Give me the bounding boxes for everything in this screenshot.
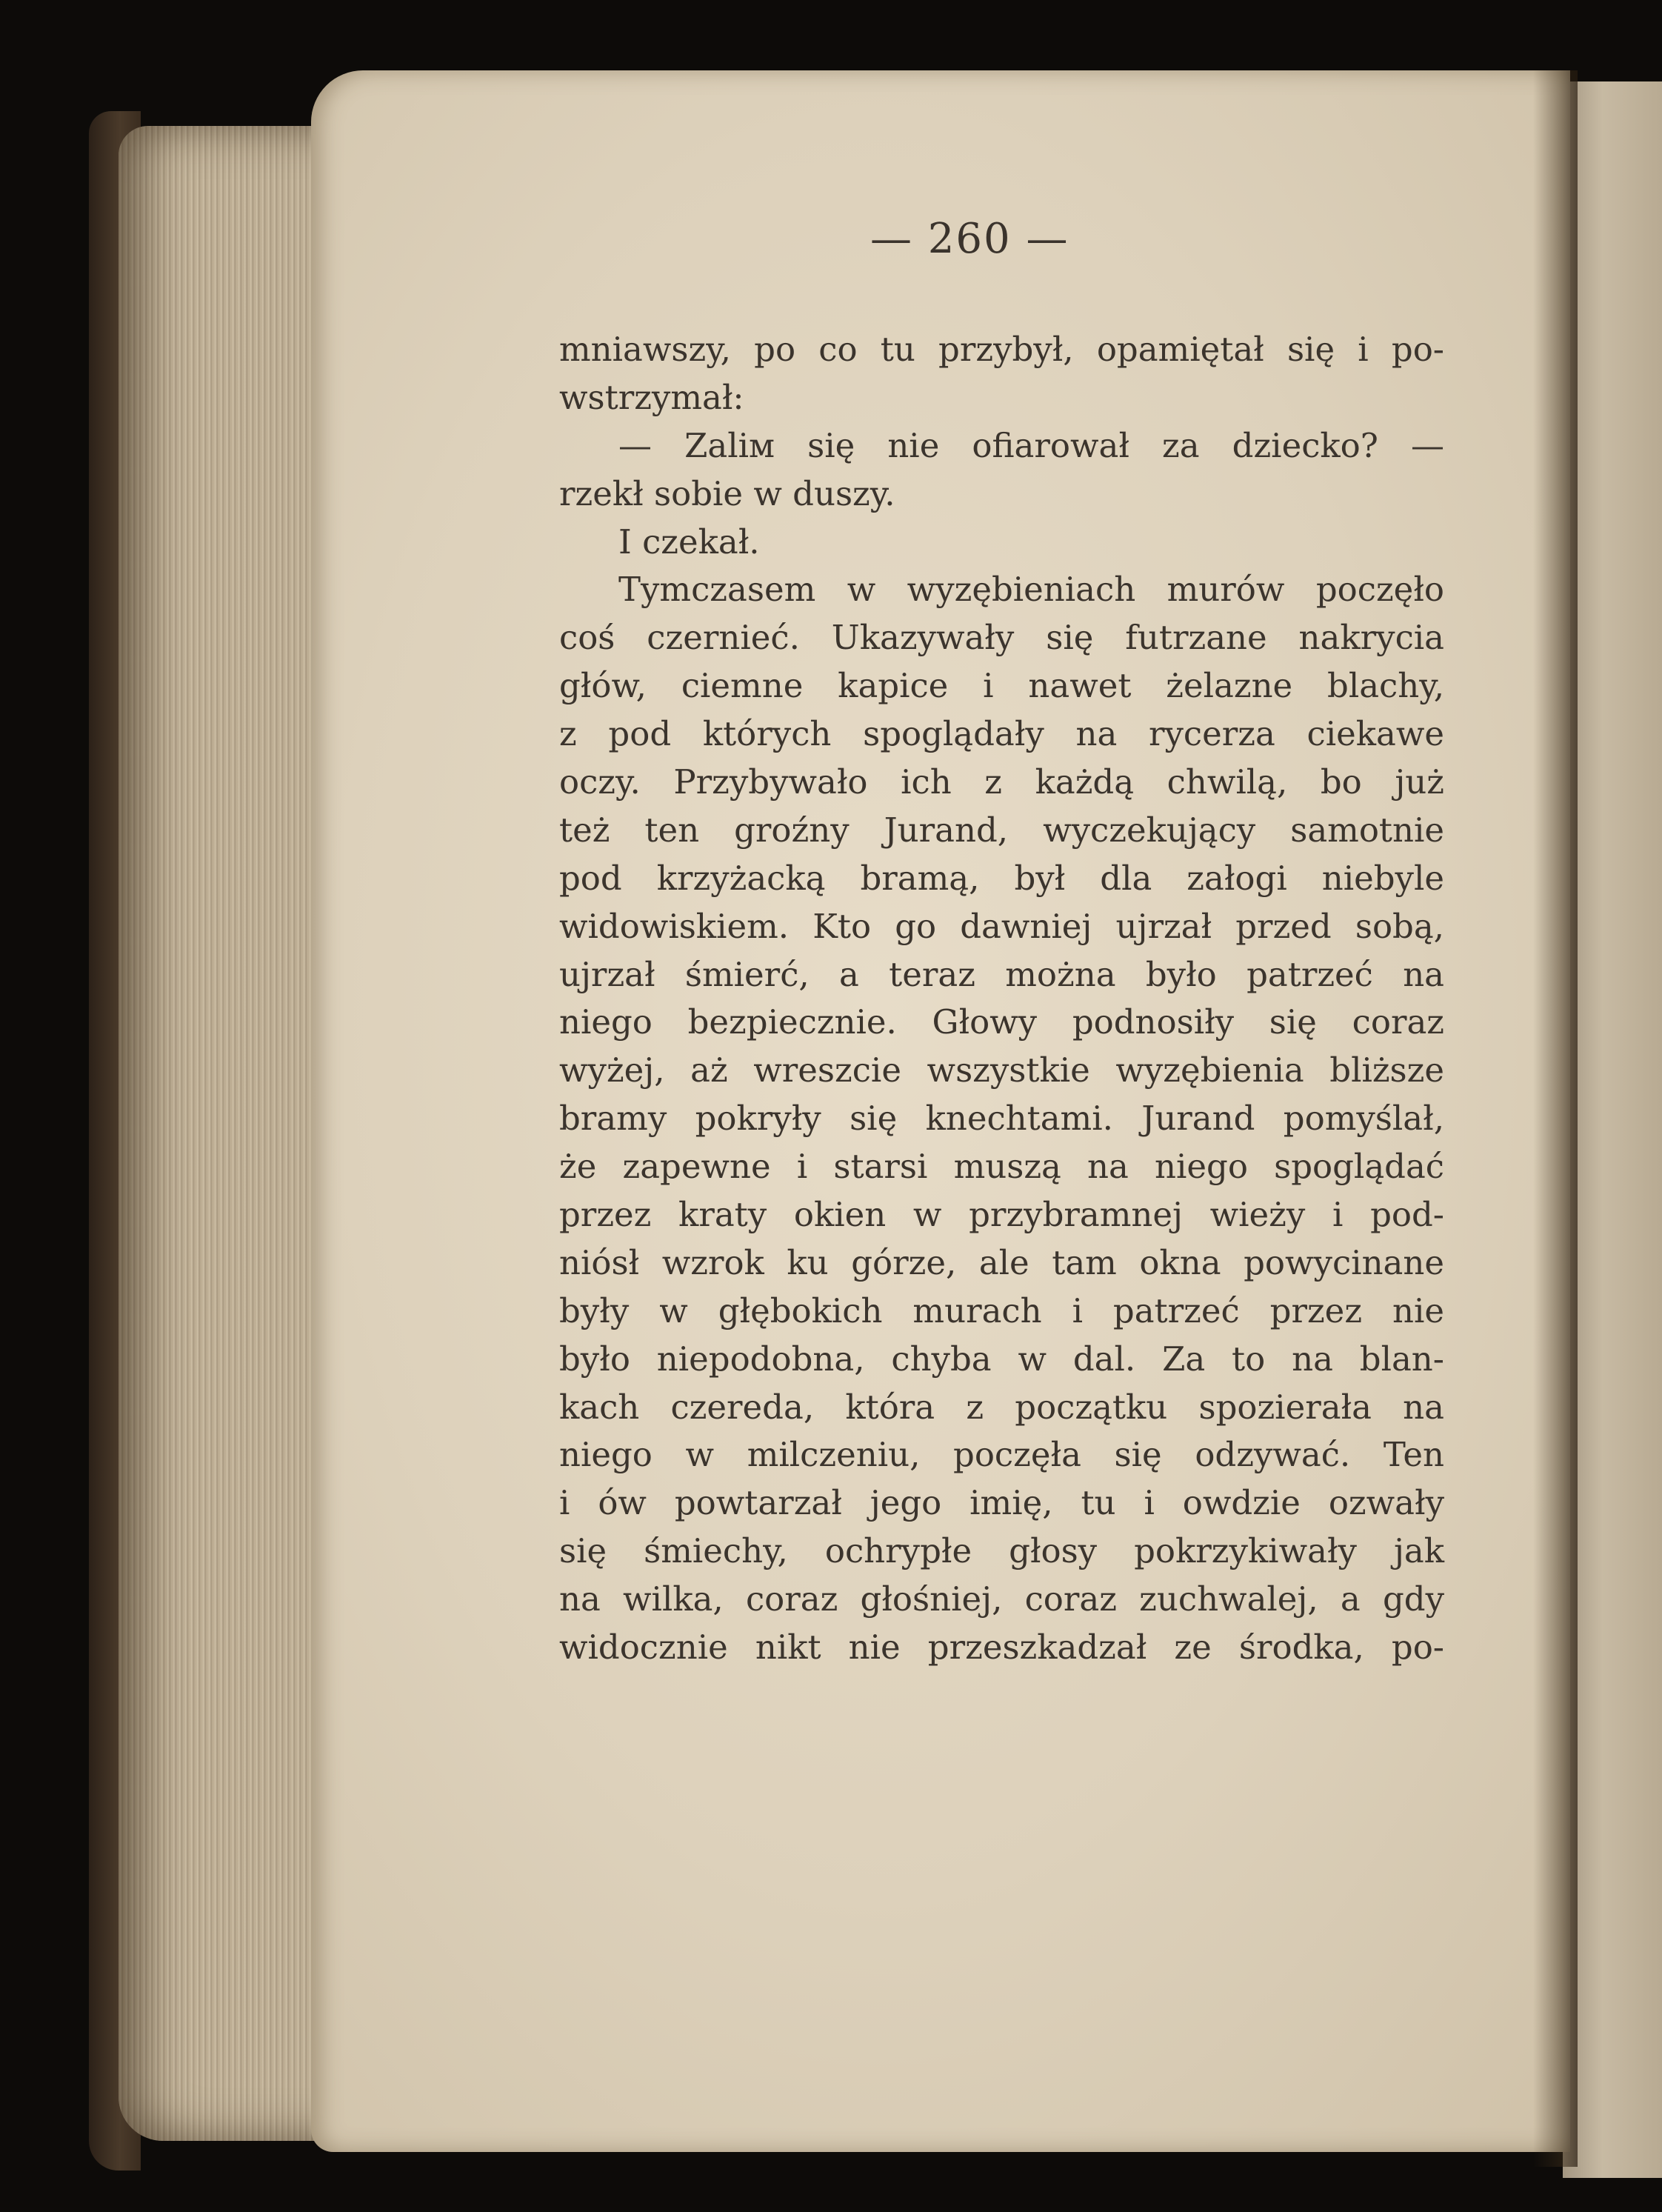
text-line: widocznie nikt nie przeszkadzał ze środka, po- (559, 1628, 1444, 1668)
text-line: Tymczasem w wyzębieniach murów poczęło (618, 570, 1444, 610)
text-line: pod krzyżacką bramą, był dla załogi niebyle (559, 858, 1444, 898)
text-line: bramy pokryły się knechtami. Jurand pomyślał, (559, 1099, 1444, 1139)
text-line: i ów powtarzał jego imię, tu i owdzie ozwały (559, 1483, 1444, 1523)
text-line: ujrzał śmierć, a teraz można było patrzeć na (559, 954, 1444, 994)
text-line: się śmiechy, ochrypłe głosy pokrzykiwały jak (559, 1531, 1444, 1571)
page-gutter (1533, 70, 1578, 2167)
text-line: niego bezpiecznie. Głowy podnosiły się coraz (559, 1002, 1444, 1042)
text-line: coś czernieć. Ukazywały się futrzane nakrycia (559, 618, 1444, 658)
text-line: głów, ciemne kapice i nawet żelazne blachy, (559, 666, 1444, 706)
page-edges (119, 126, 341, 2141)
text-line: mniawszy, po co tu przybył, opamiętał się i po- (559, 330, 1444, 369)
text-line: niego w milczeniu, poczęła się odzywać. Ten (559, 1435, 1444, 1475)
text-line: przez kraty okien w przybramnej wieży i pod- (559, 1195, 1444, 1235)
text-line: wstrzymał: (559, 377, 744, 417)
text-line: z pod których spoglądały na rycerza ciekawe (559, 714, 1444, 754)
text-line: wyżej, aż wreszcie wszystkie wyzębienia bliższe (559, 1050, 1444, 1090)
facing-page (1563, 81, 1662, 2178)
text-line: było niepodobna, chyba w dal. Za to na blan- (559, 1339, 1444, 1379)
page-number: — 260 — (870, 215, 1069, 263)
text-line: widowiskiem. Kto go dawniej ujrzał przed sobą, (559, 906, 1444, 946)
page-text (559, 326, 1444, 1672)
text-line: że zapewne i starsi muszą na niego spoglądać (559, 1147, 1444, 1187)
text-line: były w głębokich murach i patrzeć przez nie (559, 1290, 1444, 1330)
text-line: I czekał. (618, 522, 760, 562)
text-line: — Zaliм się nie ofiarował za dziecko? — (618, 425, 1444, 465)
text-line: kach czereda, która z początku spozierała na (559, 1387, 1444, 1427)
text-line: rzekł sobie w duszy. (559, 473, 895, 513)
text-line: też ten groźny Jurand, wyczekujący samotnie (559, 810, 1444, 850)
text-line: na wilka, coraz głośniej, coraz zuchwalej, a gdy (559, 1579, 1444, 1619)
text-line: niósł wzrok ku górze, ale tam okna powycinane (559, 1242, 1444, 1282)
text-line: oczy. Przybywało ich z każdą chwilą, bo już (559, 762, 1444, 802)
